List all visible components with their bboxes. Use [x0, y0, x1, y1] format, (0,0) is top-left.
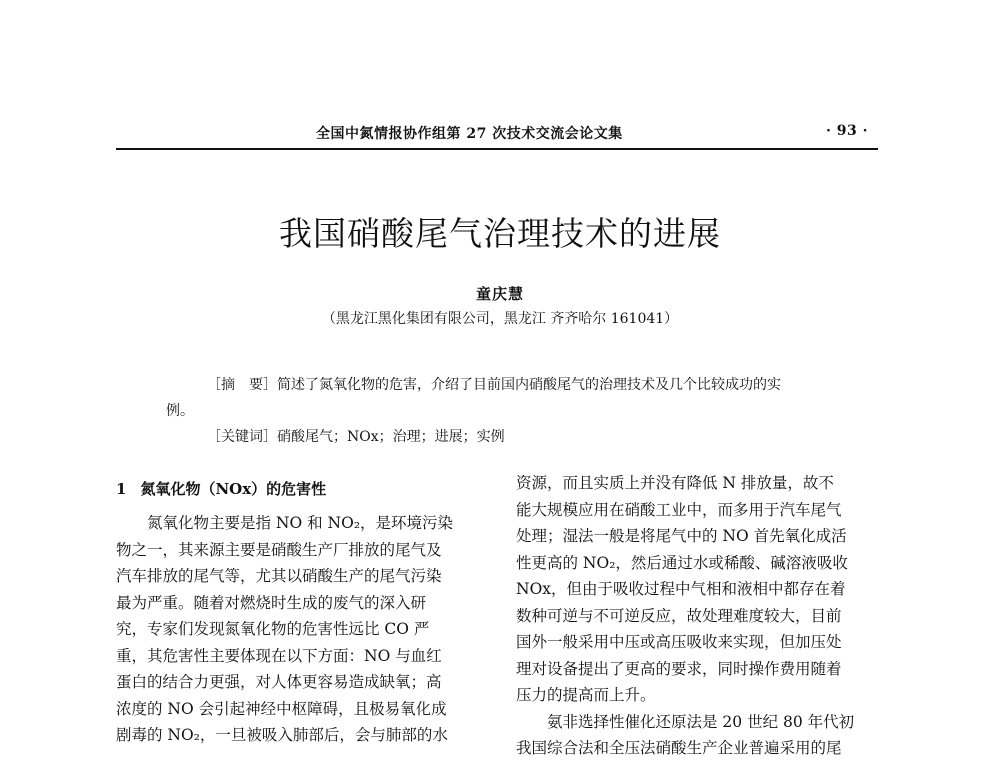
section-heading	[116, 478, 326, 499]
header-rule	[116, 148, 878, 150]
left-column	[116, 510, 488, 749]
text-line: 性更高的 NO₂，然后通过水或稀酸、碱溶液吸收	[516, 553, 848, 572]
running-header-title: 全国中氮情报协作组第 27 次技术交流会论文集	[316, 126, 623, 142]
text-line: 浓度的 NO 会引起神经中枢障碍，且极易氧化成	[116, 699, 447, 718]
right-column	[516, 470, 888, 762]
text-line: 资源，而且实质上并没有降低 N 排放量，故不	[516, 474, 834, 492]
text-line: 最为严重。随着对燃烧时生成的废气的深入研	[116, 593, 427, 612]
author: 童庆慧	[475, 285, 524, 303]
affiliation: （黑龙江黑化集团有限公司，黑龙江 齐齐哈尔 161041）	[321, 311, 679, 327]
text-line: 物之一，其来源主要是硝酸生产厂排放的尾气及	[116, 540, 442, 559]
text-line: 汽车排放的尾气等，尤其以硝酸生产的尾气污染	[116, 567, 442, 585]
keywords: ［关键词］硝酸尾气；NOx；治理；进展；实例	[207, 429, 505, 445]
text-line: 数种可逆与不可逆反应，故处理难度较大，目前	[516, 606, 842, 625]
text-line: 国外一般采用中压或高压吸收来实现，但加压处	[516, 633, 842, 651]
text-line: 我国综合法和全压法硝酸生产企业普遍采用的尾	[516, 739, 842, 757]
text-line: 剧毒的 NO₂，一旦被吸入肺部后，会与肺部的水	[116, 726, 448, 744]
text-line: 氮氧化物主要是指 NO 和 NO₂，是环境污染	[116, 514, 454, 532]
text-line: NOx，但由于吸收过程中气相和液相中都存在着	[516, 580, 846, 598]
page-number: · 93 ·	[826, 123, 868, 139]
paper-title: 我国硝酸尾气治理技术的进展	[279, 214, 721, 253]
section-title: 氮氧化物（NOx）的危害性	[140, 480, 327, 498]
text-line: 蛋白的结合力更强，对人体更容易造成缺氧；高	[116, 673, 442, 691]
text-line: 究，专家们发现氮氧化物的危害性远比 CO 严	[116, 620, 430, 638]
abstract-line-2: 例。	[166, 403, 194, 419]
text-line: 重，其危害性主要体现在以下方面：NO 与血红	[116, 646, 442, 665]
text-line: 能大规模应用在硝酸工业中，而多用于汽车尾气	[516, 500, 842, 519]
section-number: 1	[116, 480, 127, 498]
text-line: 理对设备提出了更高的要求，同时操作费用随着	[516, 659, 842, 678]
abstract-line-1: ［摘 要］简述了氮氧化物的危害，介绍了目前国内硝酸尾气的治理技术及几个比较成功的实	[207, 377, 781, 393]
text-line: 处理；湿法一般是将尾气中的 NO 首先氧化成活	[516, 527, 847, 545]
running-header	[116, 121, 878, 145]
text-line: 压力的提高而上升。	[516, 686, 656, 704]
text-line: 氨非选择性催化还原法是 20 世纪 80 年代初	[516, 712, 855, 731]
